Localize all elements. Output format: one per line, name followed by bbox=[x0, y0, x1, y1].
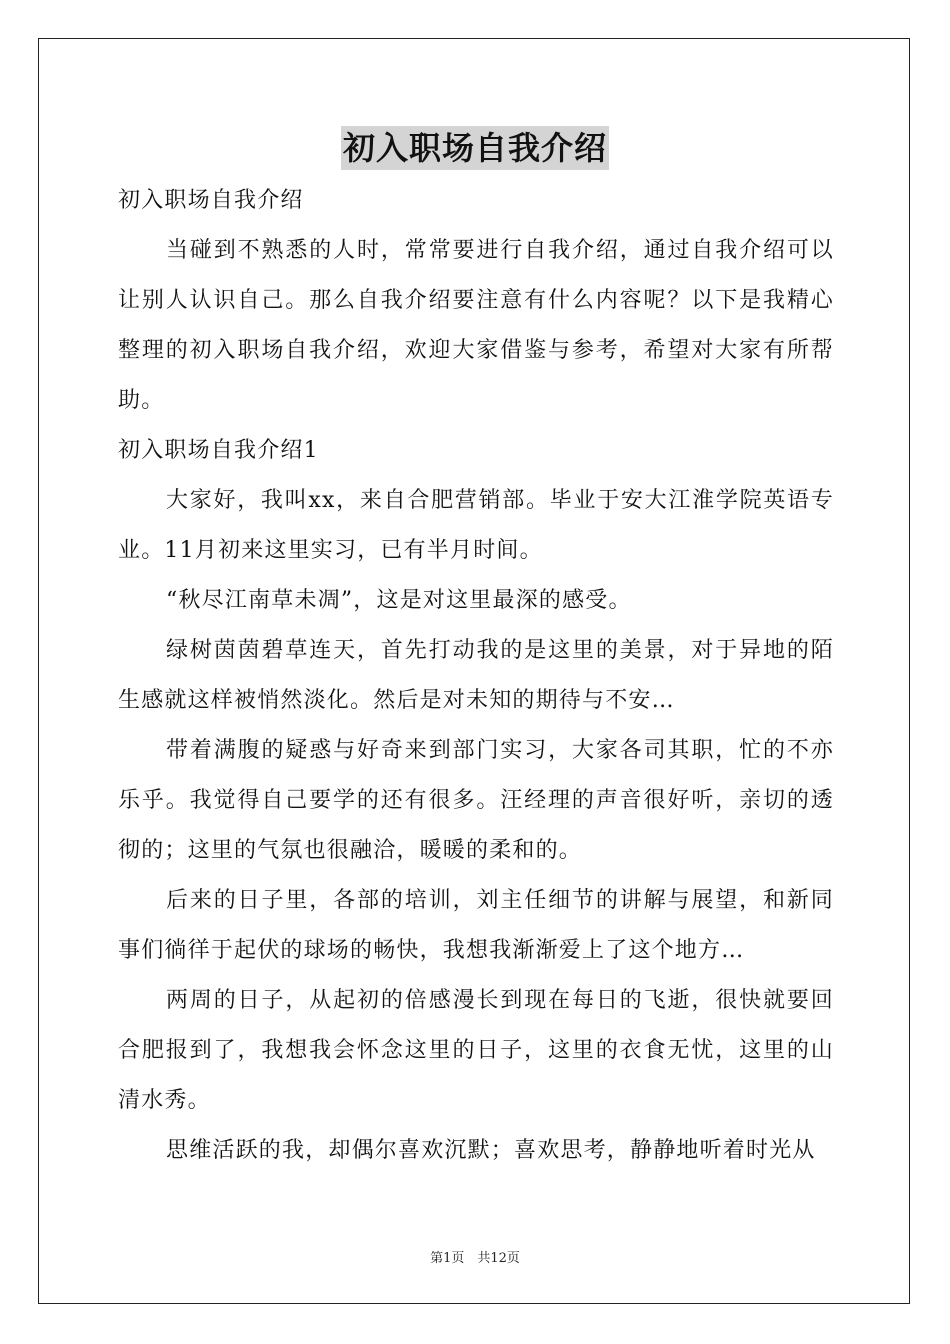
document-title: 初入职场自我介绍 bbox=[341, 126, 609, 170]
body-paragraph: 后来的日子里，各部的培训，刘主任细节的讲解与展望，和新同事们徜徉于起伏的球场的畅快，我想我渐渐爱上了这个地方… bbox=[118, 888, 834, 963]
section-heading: 初入职场自我介绍1 bbox=[118, 438, 319, 463]
body-paragraph: 大家好，我叫xx，来自合肥营销部。毕业于安大江淮学院英语专业。11月初来这里实习，已有半月时间。 bbox=[118, 488, 834, 563]
body-paragraph: 当碰到不熟悉的人时，常常要进行自我介绍，通过自我介绍可以让别人认识自己。那么自我介绍要注意有什么内容呢？以下是我精心整理的初入职场自我介绍，欢迎大家借鉴与参考，希望对大家有所帮助。 bbox=[118, 238, 834, 413]
body-paragraph: 绿树茵茵碧草连天，首先打动我的是这里的美景，对于异地的陌生感就这样被悄然淡化。然后是对未知的期待与不安… bbox=[118, 638, 834, 713]
document-body bbox=[118, 176, 834, 1176]
body-paragraph: 思维活跃的我，却偶尔喜欢沉默；喜欢思考，静静地听着时光从 bbox=[166, 1138, 816, 1163]
title-container bbox=[0, 126, 950, 170]
page-footer: 第1页 共12页 bbox=[430, 1251, 520, 1266]
body-paragraph: 两周的日子，从起初的倍感漫长到现在每日的飞逝，很快就要回合肥报到了，我想我会怀念这里的日子，这里的衣食无忧，这里的山清水秀。 bbox=[118, 988, 834, 1113]
body-paragraph: “秋尽江南草未凋”，这是对这里最深的感受。 bbox=[166, 588, 632, 613]
body-paragraph: 带着满腹的疑惑与好奇来到部门实习，大家各司其职，忙的不亦乐乎。我觉得自己要学的还有很多。汪经理的声音很好听，亲切的透彻的；这里的气氛也很融洽，暖暖的柔和的。 bbox=[118, 738, 834, 863]
section-heading: 初入职场自我介绍 bbox=[118, 188, 304, 213]
